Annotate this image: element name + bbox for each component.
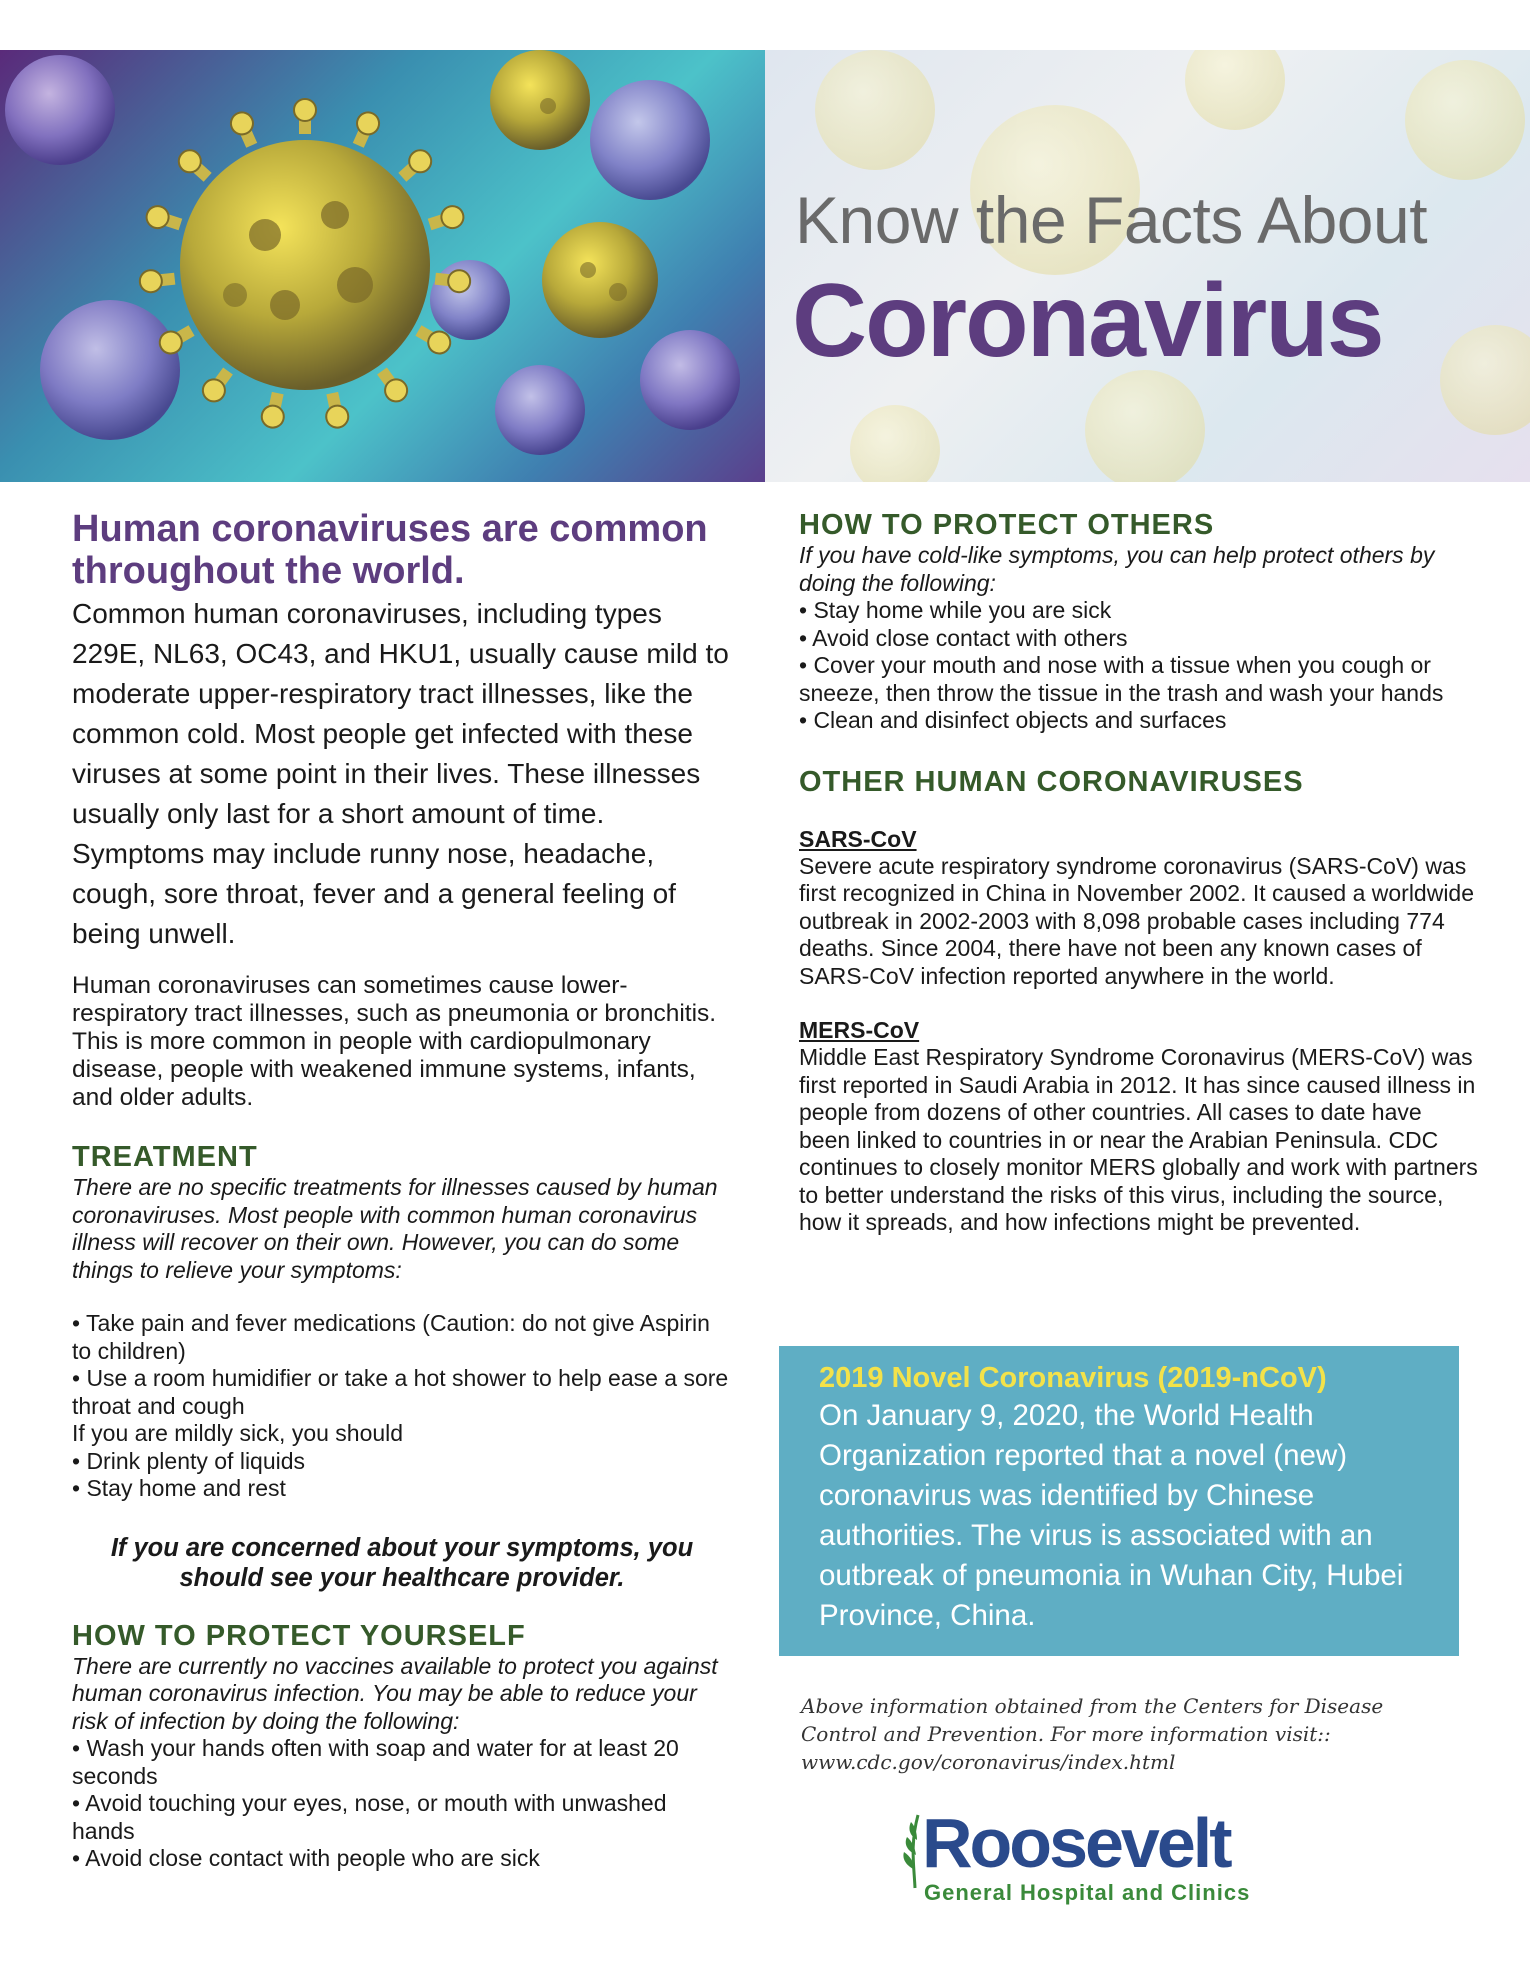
list-item: • Avoid close contact with others	[799, 624, 1128, 651]
list-item: • Avoid touching your eyes, nose, or mouth with unwashed hands	[72, 1790, 667, 1844]
virus-illustration	[0, 50, 765, 482]
novel-coronavirus-title: 2019 Novel Coronavirus (2019-nCoV)	[819, 1362, 1327, 1394]
sars-heading: SARS-CoV	[799, 825, 917, 852]
novel-coronavirus-body: On January 9, 2020, the World Health Organization reported that a novel (new) coronavirus was identified by Chinese authorities. The virus is associated with an outbreak of pneumonia in Wuhan City, Hubei Province, China.	[819, 1399, 1404, 1632]
provider-callout: If you are concerned about your symptoms, you should see your healthcare provider.	[110, 1533, 694, 1592]
mers-heading: MERS-CoV	[799, 1017, 920, 1043]
list-item: • Take pain and fever medications (Caution: do not give Aspirin to children)	[72, 1310, 710, 1364]
left-column	[72, 508, 732, 1873]
list-item: • Drink plenty of liquids	[72, 1447, 306, 1474]
treatment-intro: There are no specific treatments for illnesses caused by human coronaviruses. Most people with common human coronavirus illness will recover on their own. However, you can do some things to relieve your symptoms:	[72, 1174, 718, 1283]
treatment-list	[72, 1310, 732, 1503]
source-note: Above information obtained from the Centers for Disease Control and Prevention. For more information visit:: www.cdc.gov/coronavirus/index.html	[801, 1694, 1384, 1774]
protect-yourself-intro: There are currently no vaccines available to protect you against human coronavirus infection. You may be able to reduce your risk of infection by doing the following:	[72, 1652, 718, 1734]
protect-yourself-heading: HOW TO PROTECT YOURSELF	[72, 1619, 526, 1652]
lead-body: Common human coronaviruses, including types 229E, NL63, OC43, and HKU1, usually cause mild to moderate upper-respiratory tract illnesses, like the common cold. Most people get infected with these viruses at some point in their lives. These illnesses usually only last for a short amount of time. Symptoms may include runny nose, headache, cough, sore throat, fever and a general feeling of being unwell.	[72, 598, 729, 949]
protect-yourself-list	[72, 1735, 732, 1873]
lead-heading: Human coronaviruses are common throughout the world.	[72, 508, 708, 592]
treatment-heading: TREATMENT	[72, 1141, 258, 1173]
roosevelt-logo	[900, 1806, 1300, 1906]
logo-name: Roosevelt	[922, 1804, 1230, 1882]
lower-respiratory-paragraph: Human coronaviruses can sometimes cause lower-respiratory tract illnesses, such as pneumonia or bronchitis. This is more common in people with cardiopulmonary disease, people with weakened immune systems, infants, and older adults.	[72, 972, 717, 1111]
logo-tagline: General Hospital and Clinics	[924, 1880, 1251, 1905]
novel-coronavirus-box	[779, 1346, 1459, 1656]
protect-others-heading: HOW TO PROTECT OTHERS	[799, 509, 1215, 541]
right-column	[799, 508, 1479, 1237]
list-item: • Wash your hands often with soap and water for at least 20 seconds	[72, 1735, 679, 1789]
protect-others-list	[799, 597, 1479, 735]
list-item: • Stay home while you are sick	[799, 597, 1112, 623]
mers-body: Middle East Respiratory Syndrome Coronavirus (MERS-CoV) was first reported in Saudi Arabia in 2012. It has since caused illness in people from dozens of other countries. All cases to date have been linked to countries in or near the Arabian Peninsula. CDC continues to closely monitor MERS globally and work with partners to better understand the risks of this virus, including the source, how it spreads, and how infections might be prevented.	[799, 1044, 1478, 1235]
protect-others-intro: If you have cold-like symptoms, you can help protect others by doing the following:	[799, 542, 1435, 596]
other-coronaviruses-heading: OTHER HUMAN CORONAVIRUSES	[799, 765, 1304, 798]
list-item: • Use a room humidifier or take a hot shower to help ease a sore throat and cough	[72, 1365, 729, 1419]
hero-title-line1: Know the Facts About	[795, 183, 1428, 257]
list-item: • Cover your mouth and nose with a tissue when you cough or sneeze, then throw the tissue in the trash and wash your hands	[799, 652, 1444, 706]
list-item: If you are mildly sick, you should	[72, 1420, 404, 1446]
list-item: • Clean and disinfect objects and surfaces	[799, 707, 1227, 733]
sars-body: Severe acute respiratory syndrome coronavirus (SARS-CoV) was first recognized in China in November 2002. It caused a worldwide outbreak in 2002-2003 with 8,098 probable cases including 774 deaths. Since 2004, there have not been any known cases of SARS-CoV infection reported anywhere in the world.	[799, 852, 1475, 989]
list-item: • Stay home and rest	[72, 1475, 286, 1501]
list-item: • Avoid close contact with people who are sick	[72, 1845, 540, 1871]
hero-title-line2: Coronavirus	[792, 263, 1383, 379]
